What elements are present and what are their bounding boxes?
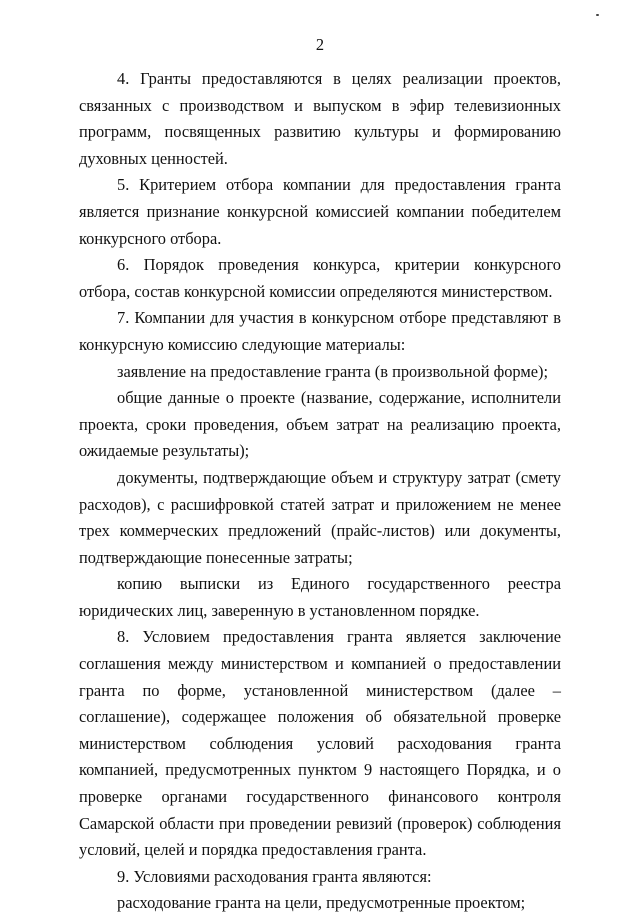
document-body [79, 66, 561, 917]
list-item-project-data: общие данные о проекте (название, содержание, исполнители проекта, сроки проведения, объем затрат на реализацию проекта, ожидаемые результаты); [79, 388, 561, 461]
list-item-registry-extract: копию выписки из Единого государственного реестра юридических лиц, заверенную в установленном порядке. [79, 574, 561, 620]
list-item-cost-documents: документы, подтверждающие объем и структуру затрат (смету расходов), с расшифровкой статей затрат и приложением не менее трех коммерческих предложений (прайс-листов) или документы, подтверждающие понесенные затраты; [79, 467, 561, 567]
paragraph-7-required-materials: 7. Компании для участия в конкурсном отборе представляют в конкурсную комиссию следующие материалы: [79, 308, 561, 354]
paragraph-5-selection-criterion: 5. Критерием отбора компании для предоставления гранта является признание конкурсной комиссией компании победителем конкурсного отбора. [79, 175, 561, 248]
scan-speck [596, 14, 599, 16]
paragraph-8-grant-agreement: 8. Условием предоставления гранта является заключение соглашения между министерством и компанией о предоставлении гранта по форме, установленной министерством (далее – соглашение), содержащее положения об обязательной проверке министерством соблюдения условий расходования гранта компанией, предусмотренных пунктом 9 настоящего Порядка, и о проверке органами государственного финансового контроля Самарской области при проведении ревизий (проверок) соблюдения условий, целей и порядка предоставления гранта. [79, 627, 561, 860]
paragraph-9-spending-conditions: 9. Условиями расходования гранта являются: [117, 866, 432, 886]
page-number: 2 [315, 35, 325, 54]
paragraph-4-grants-purpose: 4. Гранты предоставляются в целях реализации проектов, связанных с производством и выпуском в эфир телевизионных программ, посвященных развитию культуры и формированию духовных ценностей. [79, 69, 561, 168]
list-item-spending-purpose: расходование гранта на цели, предусмотренные проектом; [117, 893, 526, 913]
list-item-application: заявление на предоставление гранта (в произвольной форме); [117, 361, 549, 381]
paragraph-6-competition-procedure: 6. Порядок проведения конкурса, критерии конкурсного отбора, состав конкурсной комиссии определяются министерством. [79, 255, 561, 301]
